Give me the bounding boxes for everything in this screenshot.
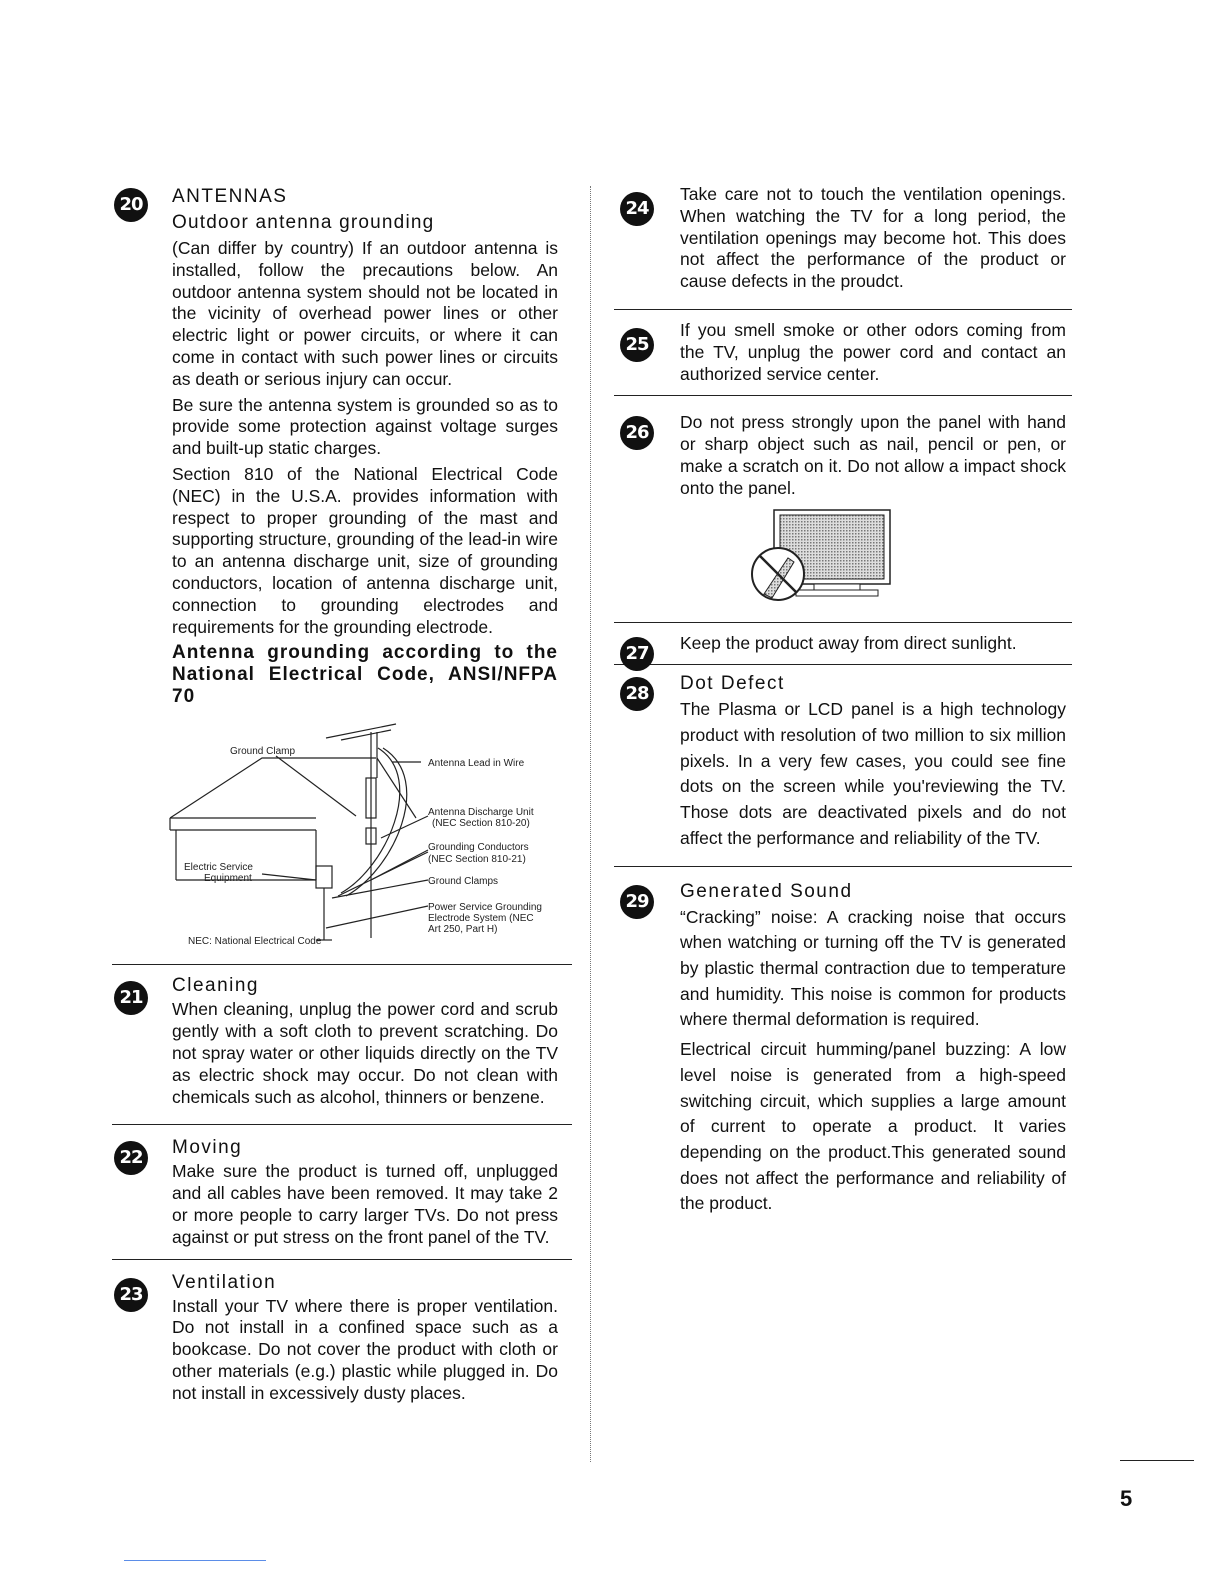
- leader-line: [381, 816, 428, 838]
- section-number-badge: 29: [620, 885, 654, 919]
- section-number-badge: 20: [114, 188, 148, 222]
- label-electric-service-equipment: Equipment: [204, 873, 252, 885]
- section-number-badge: 26: [620, 416, 654, 450]
- label-discharge-unit-section: (NEC Section 810-20): [432, 818, 530, 830]
- paragraph: Electrical circuit humming/panel buzzing: A low level noise is generated from a high-speed switching circuit, which supplies a large amount of current to operate a product. It varies depending on the product.This generated sound does not affect the performance and reliability of the product.: [680, 1039, 1066, 1214]
- lead-in-wire: [341, 748, 400, 893]
- paragraph: Keep the product away from direct sunlight.: [680, 632, 1017, 653]
- section-subtitle: Outdoor antenna grounding: [172, 212, 435, 233]
- page-number: 5: [1120, 1486, 1133, 1511]
- section-number-badge: 21: [114, 981, 148, 1015]
- section-22-moving: [110, 1125, 572, 1248]
- section-title: ANTENNAS: [172, 186, 288, 207]
- paragraph: “Cracking” noise: A cracking noise that occurs when watching or turning off the TV is generated by plastic thermal contraction due to temperature and humidity. This noise is common for products where thermal deformation is required.: [680, 906, 1066, 1030]
- section-title: Dot Defect: [680, 673, 785, 695]
- section-number-badge: 27: [620, 637, 654, 671]
- leader-line: [262, 874, 316, 880]
- no-sharp-object-illustration: [744, 506, 904, 616]
- electric-service-box: [316, 866, 332, 888]
- section-title: Moving: [172, 1137, 243, 1159]
- antenna-element: [341, 730, 391, 740]
- right-column: [612, 180, 1072, 1221]
- roof-left: [170, 758, 376, 818]
- label-grounding-conductors-section: (NEC Section 810-21): [428, 854, 526, 866]
- section-23-ventilation: [110, 1260, 572, 1405]
- leader-line: [326, 906, 428, 928]
- section-number-badge: 23: [114, 1278, 148, 1312]
- label-power-service-3: Art 250, Part H): [428, 924, 498, 936]
- label-ground-clamps: Ground Clamps: [428, 876, 499, 888]
- section-24: [612, 180, 1072, 293]
- lead-in-wire: [346, 748, 407, 896]
- section-title: Ventilation: [172, 1271, 277, 1293]
- tv-base: [796, 590, 878, 596]
- section-28-dot-defect: [612, 665, 1072, 851]
- antenna-grounding-diagram: [166, 718, 606, 958]
- paragraph: Take care not to touch the ventilation openings. When watching the TV for a long period, the ventilation openings may become hot. This does not affect the performance of the product or cause defects in the proudct.: [680, 184, 1066, 292]
- label-power-service-2: Electrode System (NEC: [428, 913, 534, 925]
- label-grounding-conductors: Grounding Conductors: [428, 842, 529, 854]
- section-27: [612, 623, 1072, 664]
- paragraph: When cleaning, unplug the power cord and scrub gently with a soft cloth to prevent scratching. Do not spray water or other liquids directly on the TV as electric shock may occur. Do not clean with chemicals such as alcohol, thinners or benzene.: [172, 999, 558, 1107]
- label-nec-footnote: NEC: National Electrical Code: [188, 936, 322, 948]
- section-21-cleaning: [110, 965, 572, 1108]
- paragraph: If you smell smoke or other odors coming from the TV, unplug the power cord and contact an authorized service center.: [680, 319, 1066, 384]
- footer-line: [124, 1560, 266, 1561]
- label-electric-service: Electric Service: [184, 862, 253, 874]
- section-number-badge: 22: [114, 1141, 148, 1175]
- section-26: [612, 396, 1072, 615]
- label-antenna-lead: Antenna Lead in Wire: [428, 758, 525, 770]
- paragraph: The Plasma or LCD panel is a high technology product with resolution of two million to six million pixels. In a very few cases, you could see fine dots on the screen while you'reviewing the TV. Those dots are deactivated pixels and do not affect the performance and reliability of the TV.: [680, 699, 1066, 848]
- diagram-heading: Antenna grounding according to the National Electrical Code, ANSI/NFPA 70: [172, 642, 558, 708]
- paragraph: Do not press strongly upon the panel with hand or sharp object such as nail, pencil or pen, or make a scratch on it. Do not allow a impact shock onto the panel.: [680, 412, 1066, 498]
- paragraph: Make sure the product is turned off, unplugged and all cables have been removed. It may take 2 or more people to carry larger TVs. Do not press against or put stress on the front panel of the TV.: [172, 1161, 558, 1247]
- section-number-badge: 25: [620, 328, 654, 362]
- page-number-rule: [1120, 1460, 1194, 1461]
- section-number-badge: 24: [620, 192, 654, 226]
- section-25: [612, 310, 1072, 385]
- section-title: Generated Sound: [680, 880, 853, 902]
- label-ground-clamp: Ground Clamp: [230, 746, 296, 758]
- paragraph: Install your TV where there is proper ventilation. Do not install in a confined space such as a bookcase. Do not cover the product with cloth or other materials (e.g.) plastic while plugged in. Do not install in excessively dusty places.: [172, 1295, 558, 1403]
- section-number-badge: 28: [620, 677, 654, 711]
- paragraph: Be sure the antenna system is grounded so as to provide some protection against voltage surges and built-up static charges.: [172, 394, 558, 459]
- roof-right: [377, 758, 416, 818]
- section-title: Cleaning: [172, 975, 259, 997]
- column-divider: [590, 186, 591, 1462]
- tv-stand: [814, 584, 860, 590]
- paragraph: Section 810 of the National Electrical Code (NEC) in the U.S.A. provides information with respect to proper grounding of the mast and supporting structure, grounding of the lead-in wire to an antenna discharge unit, size of grounding conductors, location of antenna discharge unit, connection to grounding electrodes and requirements for the grounding electrode.: [172, 463, 558, 637]
- leader-line: [276, 756, 356, 816]
- leader-line: [338, 852, 428, 896]
- left-column: [110, 180, 572, 1409]
- label-power-service: Power Service Grounding: [428, 902, 542, 914]
- paragraph: (Can differ by country) If an outdoor antenna is installed, follow the precautions below. An outdoor antenna system should not be located in the vicinity of overhead power lines or other electric light or power circuits, or where it can come in contact with such power lines or circuits as death or serious injury can occur.: [172, 238, 558, 389]
- label-discharge-unit: Antenna Discharge Unit: [428, 807, 534, 819]
- section-29-generated-sound: [612, 867, 1072, 1217]
- section-20-antennas: [110, 180, 572, 958]
